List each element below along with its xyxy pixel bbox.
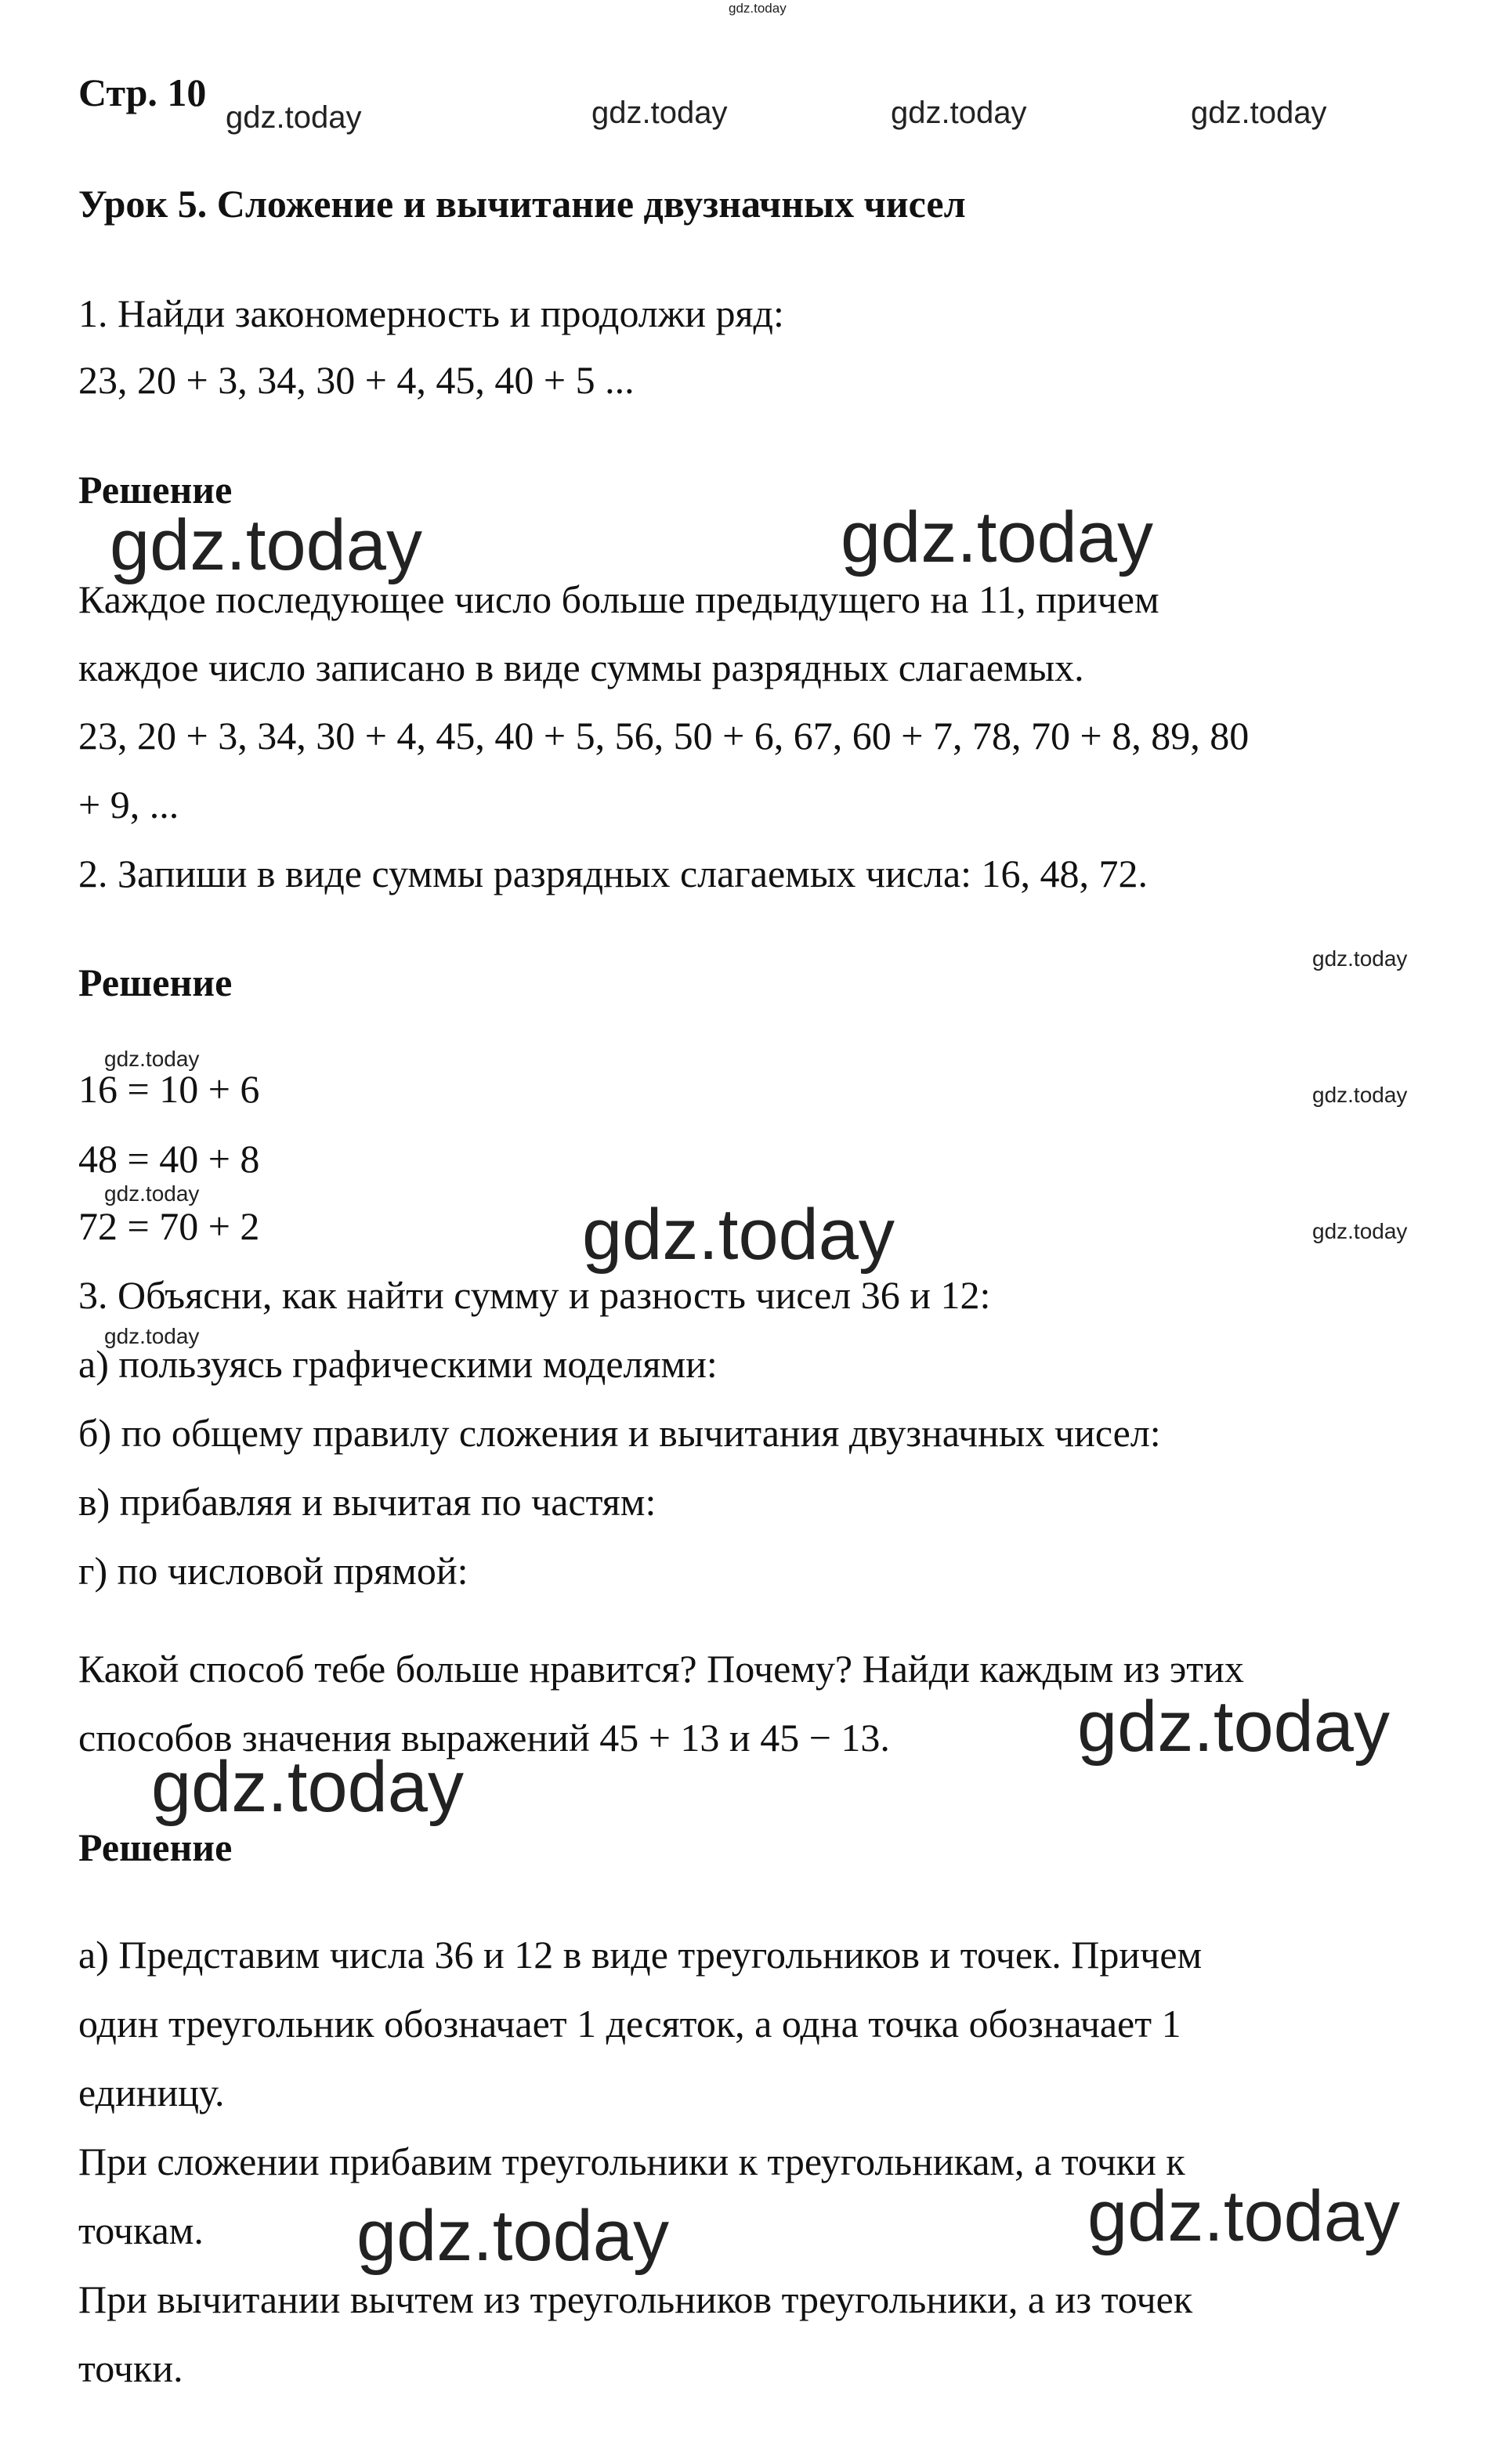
task3-solution-heading: Решение — [78, 1825, 233, 1869]
task1-solution-line: 23, 20 + 3, 34, 30 + 4, 45, 40 + 5, 56, 50 + 6, 67, 60 + 7, 78, 70 + 8, 89, 80 — [78, 714, 1250, 758]
task2-prompt: 2. Запиши в виде суммы разрядных слагаемых числа: 16, 48, 72. — [78, 852, 1148, 895]
watermark: gdz.today — [151, 1747, 464, 1827]
watermark: gdz.today — [356, 2196, 669, 2276]
task3-solution-line: точкам. — [78, 2208, 204, 2252]
lesson-title: Урок 5. Сложение и вычитание двузначных чисел — [78, 182, 966, 226]
task3-option: б) по общему правилу сложения и вычитания двузначных чисел: — [78, 1411, 1161, 1455]
task3-solution-line: точки. — [78, 2346, 183, 2390]
task3-option: а) пользуясь графическими моделями: — [78, 1342, 718, 1386]
watermark: gdz.today — [1191, 96, 1327, 130]
task3-question-line: Какой способ тебе больше нравится? Почему? Найди каждым из этих — [78, 1647, 1244, 1691]
task1-prompt: 1. Найди закономерность и продолжи ряд: — [78, 291, 784, 335]
task3-solution-line: один треугольник обозначает 1 десяток, а одна точка обозначает 1 — [78, 2002, 1181, 2046]
watermark: gdz.today — [1077, 1687, 1390, 1767]
watermark: gdz.today — [104, 1047, 200, 1071]
task1-solution-line: Каждое последующее число больше предыдущего на 11, причем — [78, 577, 1159, 621]
watermark: gdz.today — [891, 96, 1027, 130]
task1-solution-heading: Решение — [78, 468, 233, 512]
task3-solution-line: единицу. — [78, 2071, 225, 2114]
task3-solution-line: При сложении прибавим треугольники к треугольникам, а точки к — [78, 2140, 1185, 2183]
watermark: gdz.today — [1312, 946, 1408, 971]
task3-question-line: способов значения выражений 45 + 13 и 45 − 13. — [78, 1716, 890, 1760]
watermark-top: gdz.today — [729, 1, 787, 16]
watermark: gdz.today — [591, 96, 728, 130]
task3-solution-line: При вычитании вычтем из треугольников треугольники, а из точек — [78, 2277, 1193, 2321]
page-label: Стр. 10 — [78, 71, 207, 114]
task2-equation: 72 = 70 + 2 — [78, 1204, 260, 1248]
task3-solution-line: а) Представим числа 36 и 12 в виде треугольников и точек. Причем — [78, 1933, 1203, 1977]
watermark: gdz.today — [1312, 1219, 1408, 1243]
watermark: gdz.today — [226, 100, 362, 135]
task1-series: 23, 20 + 3, 34, 30 + 4, 45, 40 + 5 ... — [78, 358, 635, 402]
task3-option: г) по числовой прямой: — [78, 1549, 468, 1593]
watermark: gdz.today — [1312, 1083, 1408, 1107]
task2-equation: 48 = 40 + 8 — [78, 1137, 260, 1181]
watermark: gdz.today — [1087, 2176, 1400, 2256]
watermark: gdz.today — [104, 1324, 200, 1348]
watermark: gdz.today — [104, 1181, 200, 1206]
task3-prompt: 3. Объясни, как найти сумму и разность чисел 36 и 12: — [78, 1273, 991, 1317]
task2-equation: 16 = 10 + 6 — [78, 1067, 260, 1111]
task2-solution-heading: Решение — [78, 960, 233, 1004]
task1-solution-line: каждое число записано в виде суммы разрядных слагаемых. — [78, 646, 1084, 689]
watermark: gdz.today — [582, 1195, 895, 1275]
task3-option: в) прибавляя и вычитая по частям: — [78, 1480, 657, 1524]
watermark: gdz.today — [110, 505, 422, 585]
watermark: gdz.today — [841, 497, 1153, 577]
task1-solution-line: + 9, ... — [78, 783, 179, 827]
